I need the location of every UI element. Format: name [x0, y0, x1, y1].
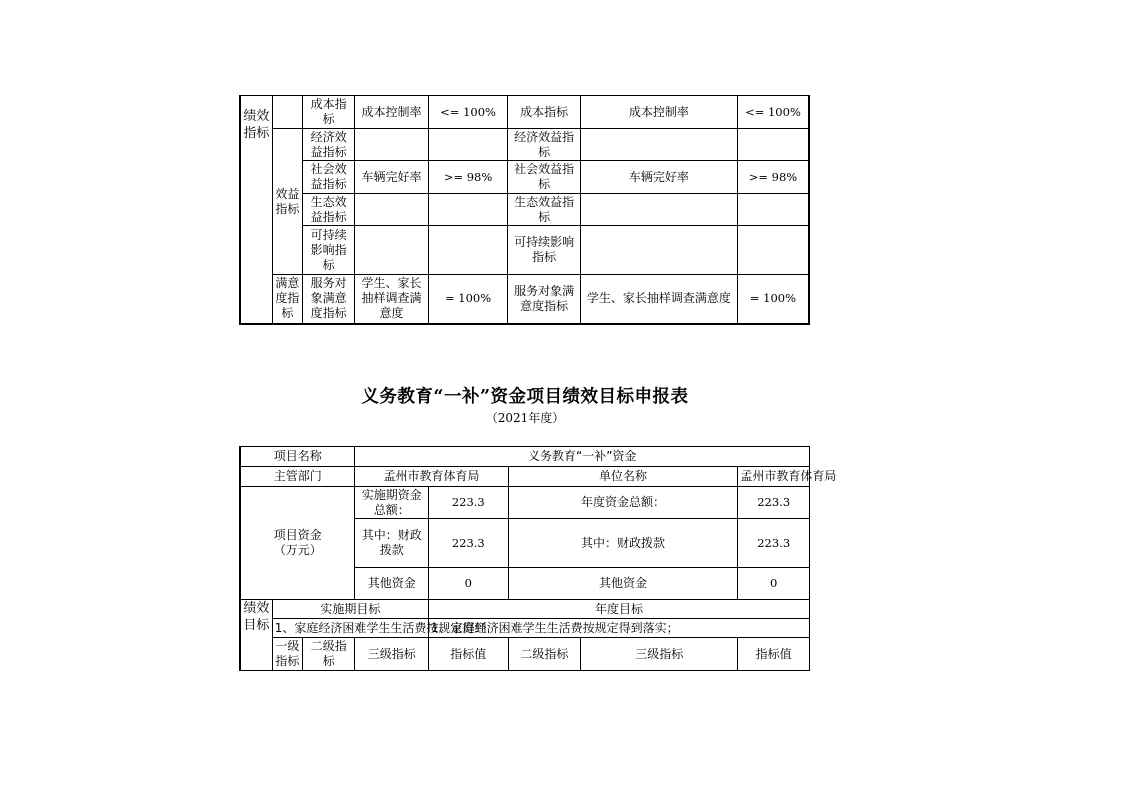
- impl-total-label: 实施期资金总额：: [355, 487, 429, 519]
- econ-l2-label: 经济效益指标: [302, 129, 354, 161]
- header-l2: 二级指标: [302, 638, 354, 671]
- eco-l3-cell-year: [580, 194, 737, 226]
- cost-l3-label: 成本控制率: [355, 96, 429, 129]
- blank-l1-cell: [272, 96, 302, 129]
- impl-total-value: 223.3: [428, 487, 508, 519]
- year-fiscal-label: 其中：财政拨款: [508, 519, 738, 568]
- perf-goal-label: 绩效目标: [240, 600, 272, 671]
- econ-l3-cell: [355, 129, 429, 161]
- impl-other-label: 其他资金: [355, 568, 429, 600]
- econ-l3-cell-year: [580, 129, 737, 161]
- econ-value-cell: [428, 129, 508, 161]
- satisfaction-value-year: = 100%: [737, 275, 809, 324]
- year-total-label: 年度资金总额：: [508, 487, 738, 519]
- eco-value-cell: [428, 194, 508, 226]
- cost-value: <= 100%: [428, 96, 508, 129]
- social-l2-label-year: 社会效益指标: [508, 161, 581, 194]
- form-title: 义务教育“一补”资金项目绩效目标申报表: [361, 387, 689, 407]
- unit-label: 单位名称: [508, 467, 738, 487]
- social-l2-label: 社会效益指标: [302, 161, 354, 194]
- form-year: （2021年度）: [485, 411, 565, 425]
- year-total-value: 223.3: [738, 487, 810, 519]
- cost-value-year: <= 100%: [737, 96, 809, 129]
- dept-label: 主管部门: [240, 467, 355, 487]
- year-fiscal-value: 223.3: [738, 519, 810, 568]
- benefit-l1-label: 效益指标: [272, 129, 302, 275]
- impl-goal-text: 1、家庭经济困难学生生活费按规定得到: [272, 619, 428, 638]
- header-value-year: 指标值: [738, 638, 810, 671]
- project-name-value: 义务教育“一补”资金: [355, 447, 810, 467]
- header-l3: 三级指标: [355, 638, 429, 671]
- unit-value: 孟州市教育体育局: [738, 467, 810, 487]
- cost-l2-label: 成本指标: [302, 96, 354, 129]
- header-value: 指标值: [428, 638, 508, 671]
- econ-l2-label-year: 经济效益指标: [508, 129, 581, 161]
- impl-goal-header: 实施期目标: [272, 600, 428, 619]
- header-l2-year: 二级指标: [508, 638, 581, 671]
- satisfaction-l1-label: 满意度指标: [272, 275, 302, 324]
- social-value-year: >= 98%: [737, 161, 809, 194]
- header-l3-year: 三级指标: [581, 638, 738, 671]
- sustain-l3-cell-year: [580, 226, 737, 275]
- impl-fiscal-value: 223.3: [428, 519, 508, 568]
- perf-indicator-label: 绩效指标: [240, 96, 272, 324]
- year-goal-header: 年度目标: [428, 600, 809, 619]
- project-application-table: [239, 446, 837, 671]
- satisfaction-l2-label-year: 服务对象满意度指标: [508, 275, 581, 324]
- header-l1: 一级指标: [272, 638, 302, 671]
- social-l3-label: 车辆完好率: [355, 161, 429, 194]
- eco-l3-cell: [355, 194, 429, 226]
- social-l3-label-year: 车辆完好率: [580, 161, 737, 194]
- satisfaction-l3-label-year: 学生、家长抽样调查满意度: [580, 275, 737, 324]
- eco-value-cell-year: [737, 194, 809, 226]
- eco-l2-label: 生态效益指标: [302, 194, 354, 226]
- satisfaction-l3-label: 学生、家长抽样调查满意度: [355, 275, 429, 324]
- year-goal-text: 1、家庭经济困难学生生活费按规定得到落实；: [428, 619, 809, 638]
- year-other-value: 0: [738, 568, 810, 600]
- cost-l3-label-year: 成本控制率: [580, 96, 737, 129]
- funds-label: 项目资金 （万元）: [240, 487, 355, 600]
- cost-l2-label-year: 成本指标: [508, 96, 581, 129]
- eco-l2-label-year: 生态效益指标: [508, 194, 581, 226]
- sustain-value-cell-year: [737, 226, 809, 275]
- impl-fiscal-label: 其中：财政拨款: [355, 519, 429, 568]
- social-value: >= 98%: [428, 161, 508, 194]
- year-other-label: 其他资金: [508, 568, 738, 600]
- sustain-l3-cell: [355, 226, 429, 275]
- satisfaction-l2-label: 服务对象满意度指标: [302, 275, 354, 324]
- econ-value-cell-year: [737, 129, 809, 161]
- performance-indicator-table-top: [239, 95, 810, 325]
- impl-other-value: 0: [428, 568, 508, 600]
- sustain-value-cell: [428, 226, 508, 275]
- sustain-l2-label: 可持续影响指标: [302, 226, 354, 275]
- satisfaction-value: = 100%: [428, 275, 508, 324]
- sustain-l2-label-year: 可持续影响指标: [508, 226, 581, 275]
- dept-value: 孟州市教育体育局: [355, 467, 508, 487]
- project-name-label: 项目名称: [240, 447, 355, 467]
